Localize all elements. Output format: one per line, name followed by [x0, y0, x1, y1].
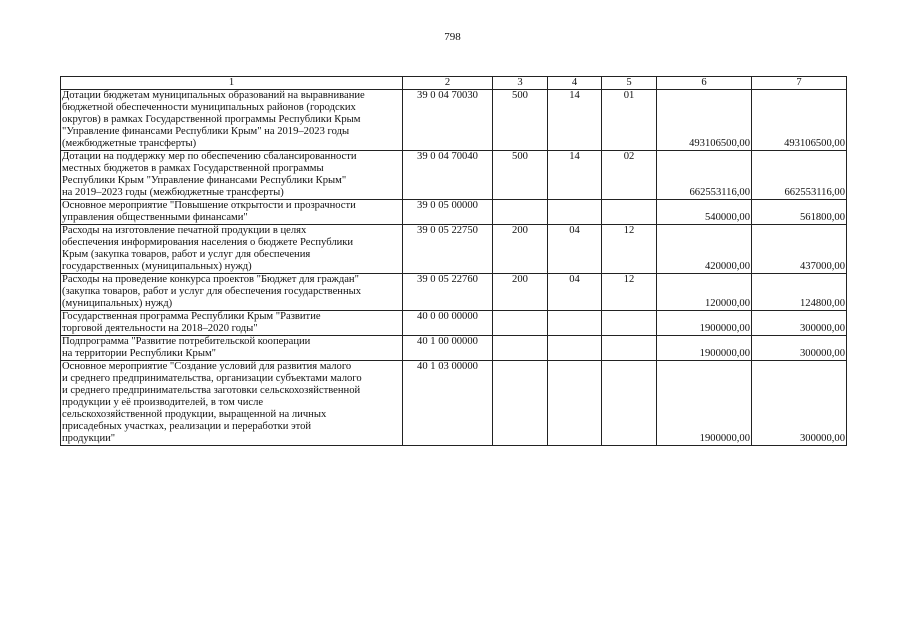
row-code-cell: 39 0 05 00000	[403, 200, 493, 225]
row-name-line: местных бюджетов в рамках Государственной программы	[62, 163, 324, 174]
row-col3-cell: 200	[493, 274, 548, 311]
row-col5-cell	[602, 311, 657, 336]
row-name-cell	[61, 200, 403, 225]
row-name-cell	[61, 225, 403, 274]
row-code-cell: 39 0 04 70030	[403, 90, 493, 151]
row-amount-col6: 120000,00	[657, 274, 752, 311]
row-name-line: (межбюджетные трансферты)	[62, 138, 197, 149]
table-row	[61, 361, 847, 446]
row-name-line: Дотации бюджетам муниципальных образований на выравнивание	[62, 90, 365, 101]
table-row	[61, 151, 847, 200]
row-name-line: торговой деятельности на 2018–2020 годы"	[62, 323, 258, 334]
row-code-cell: 40 1 00 00000	[403, 336, 493, 361]
row-name-line: и среднего предпринимательства заготовки сельскохозяйственной	[62, 385, 361, 396]
row-name-line: Дотации на поддержку мер по обеспечению сбалансированности	[62, 151, 357, 162]
row-name-line: Государственная программа Республики Крым "Развитие	[62, 311, 321, 322]
table-row	[61, 274, 847, 311]
header-cell: 3	[493, 77, 548, 90]
row-name-cell	[61, 311, 403, 336]
row-name-line: Основное мероприятие "Создание условий для развития малого	[62, 361, 352, 372]
row-amount-col6: 1900000,00	[657, 336, 752, 361]
row-col4-cell	[548, 336, 602, 361]
row-name-line: округов) в рамках Государственной программы Республики Крым	[62, 114, 361, 125]
page-number: 798	[444, 31, 461, 43]
row-amount-col7: 662553116,00	[752, 151, 847, 200]
row-col3-cell	[493, 361, 548, 446]
row-code-cell: 40 0 00 00000	[403, 311, 493, 336]
row-name-line: бюджетной обеспеченности муниципальных районов (городских	[62, 102, 356, 113]
row-col4-cell	[548, 311, 602, 336]
row-col3-cell: 200	[493, 225, 548, 274]
row-col5-cell	[602, 336, 657, 361]
table-header-row	[61, 77, 847, 90]
row-name-line: Крым (закупка товаров, работ и услуг для обеспечения	[62, 249, 311, 260]
row-name-line: присадебных участках, реализации и переработки этой	[62, 421, 312, 432]
row-name-cell	[61, 274, 403, 311]
row-col5-cell: 01	[602, 90, 657, 151]
row-col5-cell	[602, 361, 657, 446]
row-col5-cell	[602, 200, 657, 225]
row-name-line: на 2019–2023 годы (межбюджетные трансферты)	[62, 187, 284, 198]
row-name-line: и среднего предпринимательства, организации субъектами малого	[62, 373, 362, 384]
row-amount-col6: 1900000,00	[657, 311, 752, 336]
row-col3-cell	[493, 311, 548, 336]
row-amount-col6: 493106500,00	[657, 90, 752, 151]
row-name-cell	[61, 90, 403, 151]
row-col3-cell: 500	[493, 90, 548, 151]
row-col3-cell	[493, 336, 548, 361]
row-col3-cell	[493, 200, 548, 225]
row-code-cell: 39 0 04 70040	[403, 151, 493, 200]
row-name-line: Республики Крым "Управление финансами Республики Крым"	[62, 175, 347, 186]
row-name-line: Подпрограмма "Развитие потребительской кооперации	[62, 336, 311, 347]
header-cell: 1	[61, 77, 403, 90]
header-cell: 2	[403, 77, 493, 90]
row-name-cell	[61, 361, 403, 446]
table-row	[61, 225, 847, 274]
row-amount-col7: 300000,00	[752, 311, 847, 336]
table-row	[61, 311, 847, 336]
row-name-line: (муниципальных) нужд)	[62, 298, 173, 309]
row-name-line: продукции"	[62, 433, 116, 444]
row-code-cell: 40 1 03 00000	[403, 361, 493, 446]
header-cell: 7	[752, 77, 847, 90]
row-name-line: обеспечения информирования населения о бюджете Республики	[62, 237, 354, 248]
row-amount-col6: 662553116,00	[657, 151, 752, 200]
row-amount-col7: 124800,00	[752, 274, 847, 311]
row-col5-cell: 12	[602, 225, 657, 274]
row-name-cell	[61, 151, 403, 200]
row-amount-col7: 300000,00	[752, 361, 847, 446]
table-row	[61, 200, 847, 225]
row-amount-col6: 1900000,00	[657, 361, 752, 446]
row-name-line: сельскохозяйственной продукции, выращенной на личных	[62, 409, 327, 420]
row-col4-cell: 14	[548, 90, 602, 151]
row-name-line: (закупка товаров, работ и услуг для обеспечения государственных	[62, 286, 362, 297]
row-name-line: Расходы на изготовление печатной продукции в целях	[62, 225, 307, 236]
row-amount-col7: 300000,00	[752, 336, 847, 361]
row-name-line: Основное мероприятие "Повышение открытости и прозрачности	[62, 200, 356, 211]
row-col5-cell: 12	[602, 274, 657, 311]
row-amount-col7: 561800,00	[752, 200, 847, 225]
row-name-line: на территории Республики Крым"	[62, 348, 216, 359]
row-code-cell: 39 0 05 22750	[403, 225, 493, 274]
row-amount-col6: 540000,00	[657, 200, 752, 225]
row-code-cell: 39 0 05 22760	[403, 274, 493, 311]
row-name-line: Расходы на проведение конкурса проектов "Бюджет для граждан"	[62, 274, 359, 285]
row-amount-col7: 493106500,00	[752, 90, 847, 151]
row-name-line: государственных (муниципальных) нужд)	[62, 261, 252, 272]
row-name-line: "Управление финансами Республики Крым" на 2019–2023 годы	[62, 126, 350, 137]
row-name-cell	[61, 336, 403, 361]
row-col4-cell: 04	[548, 274, 602, 311]
budget-table	[60, 76, 847, 446]
row-col4-cell	[548, 361, 602, 446]
header-cell: 6	[657, 77, 752, 90]
row-col4-cell	[548, 200, 602, 225]
row-amount-col7: 437000,00	[752, 225, 847, 274]
row-col4-cell: 14	[548, 151, 602, 200]
header-cell: 4	[548, 77, 602, 90]
row-col3-cell: 500	[493, 151, 548, 200]
row-amount-col6: 420000,00	[657, 225, 752, 274]
row-col4-cell: 04	[548, 225, 602, 274]
header-cell: 5	[602, 77, 657, 90]
table-row	[61, 90, 847, 151]
row-col5-cell: 02	[602, 151, 657, 200]
row-name-line: продукции у её производителей, в том числе	[62, 397, 264, 408]
table-row	[61, 336, 847, 361]
row-name-line: управления общественными финансами"	[62, 212, 248, 223]
